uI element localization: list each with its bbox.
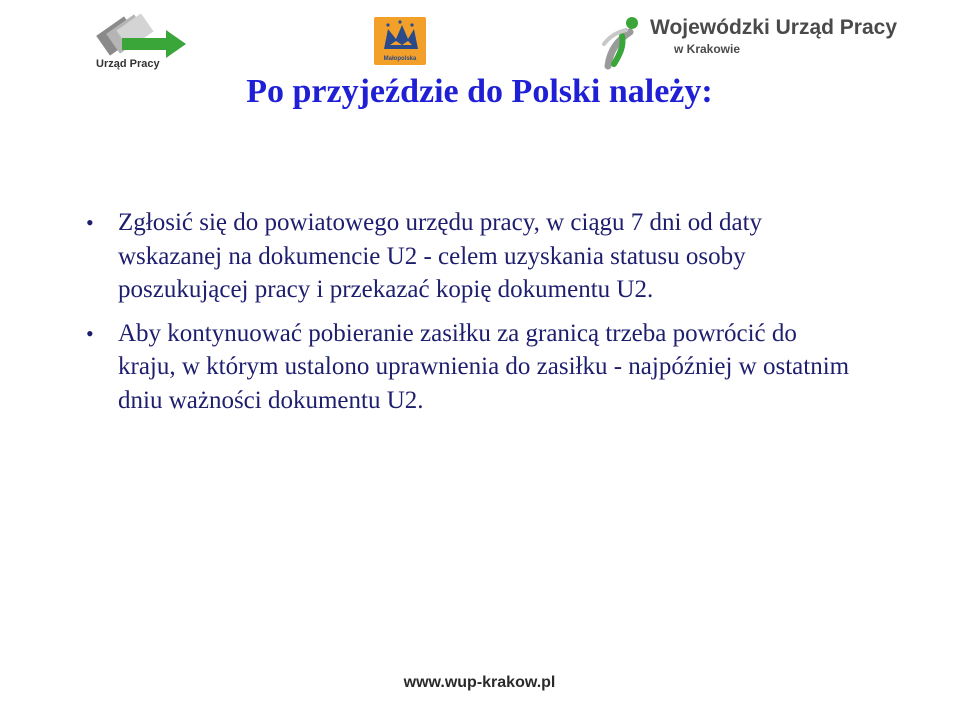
malopolska-logo-text: Małopolska: [383, 56, 417, 62]
bullet-list: [80, 206, 860, 427]
urzad-pracy-icon: [92, 14, 192, 60]
bullet-text: Aby kontynuować pobieranie zasiłku za granicą trzeba powrócić do kraju, w którym ustalono uprawnienia do zasiłku - najpóźniej w ostatnim dniu ważności dokumentu U2.: [118, 319, 850, 414]
malopolska-emblem-icon: [374, 17, 426, 57]
bullet-text: Zgłosić się do powiatowego urzędu pracy, w ciągu 7 dni od daty wskazanej na dokumencie U2 - celem uzyskania statusu osoby poszukującej pracy i przekazać kopię dokumentu U2.: [118, 209, 763, 303]
footer-url: www.wup-krakow.pl: [403, 674, 556, 691]
bullet-dot-icon: •: [86, 210, 94, 235]
bullet-item: [80, 317, 860, 418]
bullet-dot-icon: •: [86, 320, 94, 346]
urzad-pracy-logo: [92, 14, 192, 76]
malopolska-logo: [374, 17, 426, 65]
wup-figure-icon: [600, 14, 650, 70]
bullet-item: [80, 206, 860, 307]
slide-title: Po przyjeździe do Polski należy:: [246, 73, 713, 110]
wup-logo-name: Wojewódzki Urząd Pracy: [650, 16, 898, 39]
urzad-pracy-logo-text: Urząd Pracy: [96, 58, 160, 70]
wup-logo-city: w Krakowie: [674, 42, 741, 56]
wup-logo: [600, 14, 898, 70]
